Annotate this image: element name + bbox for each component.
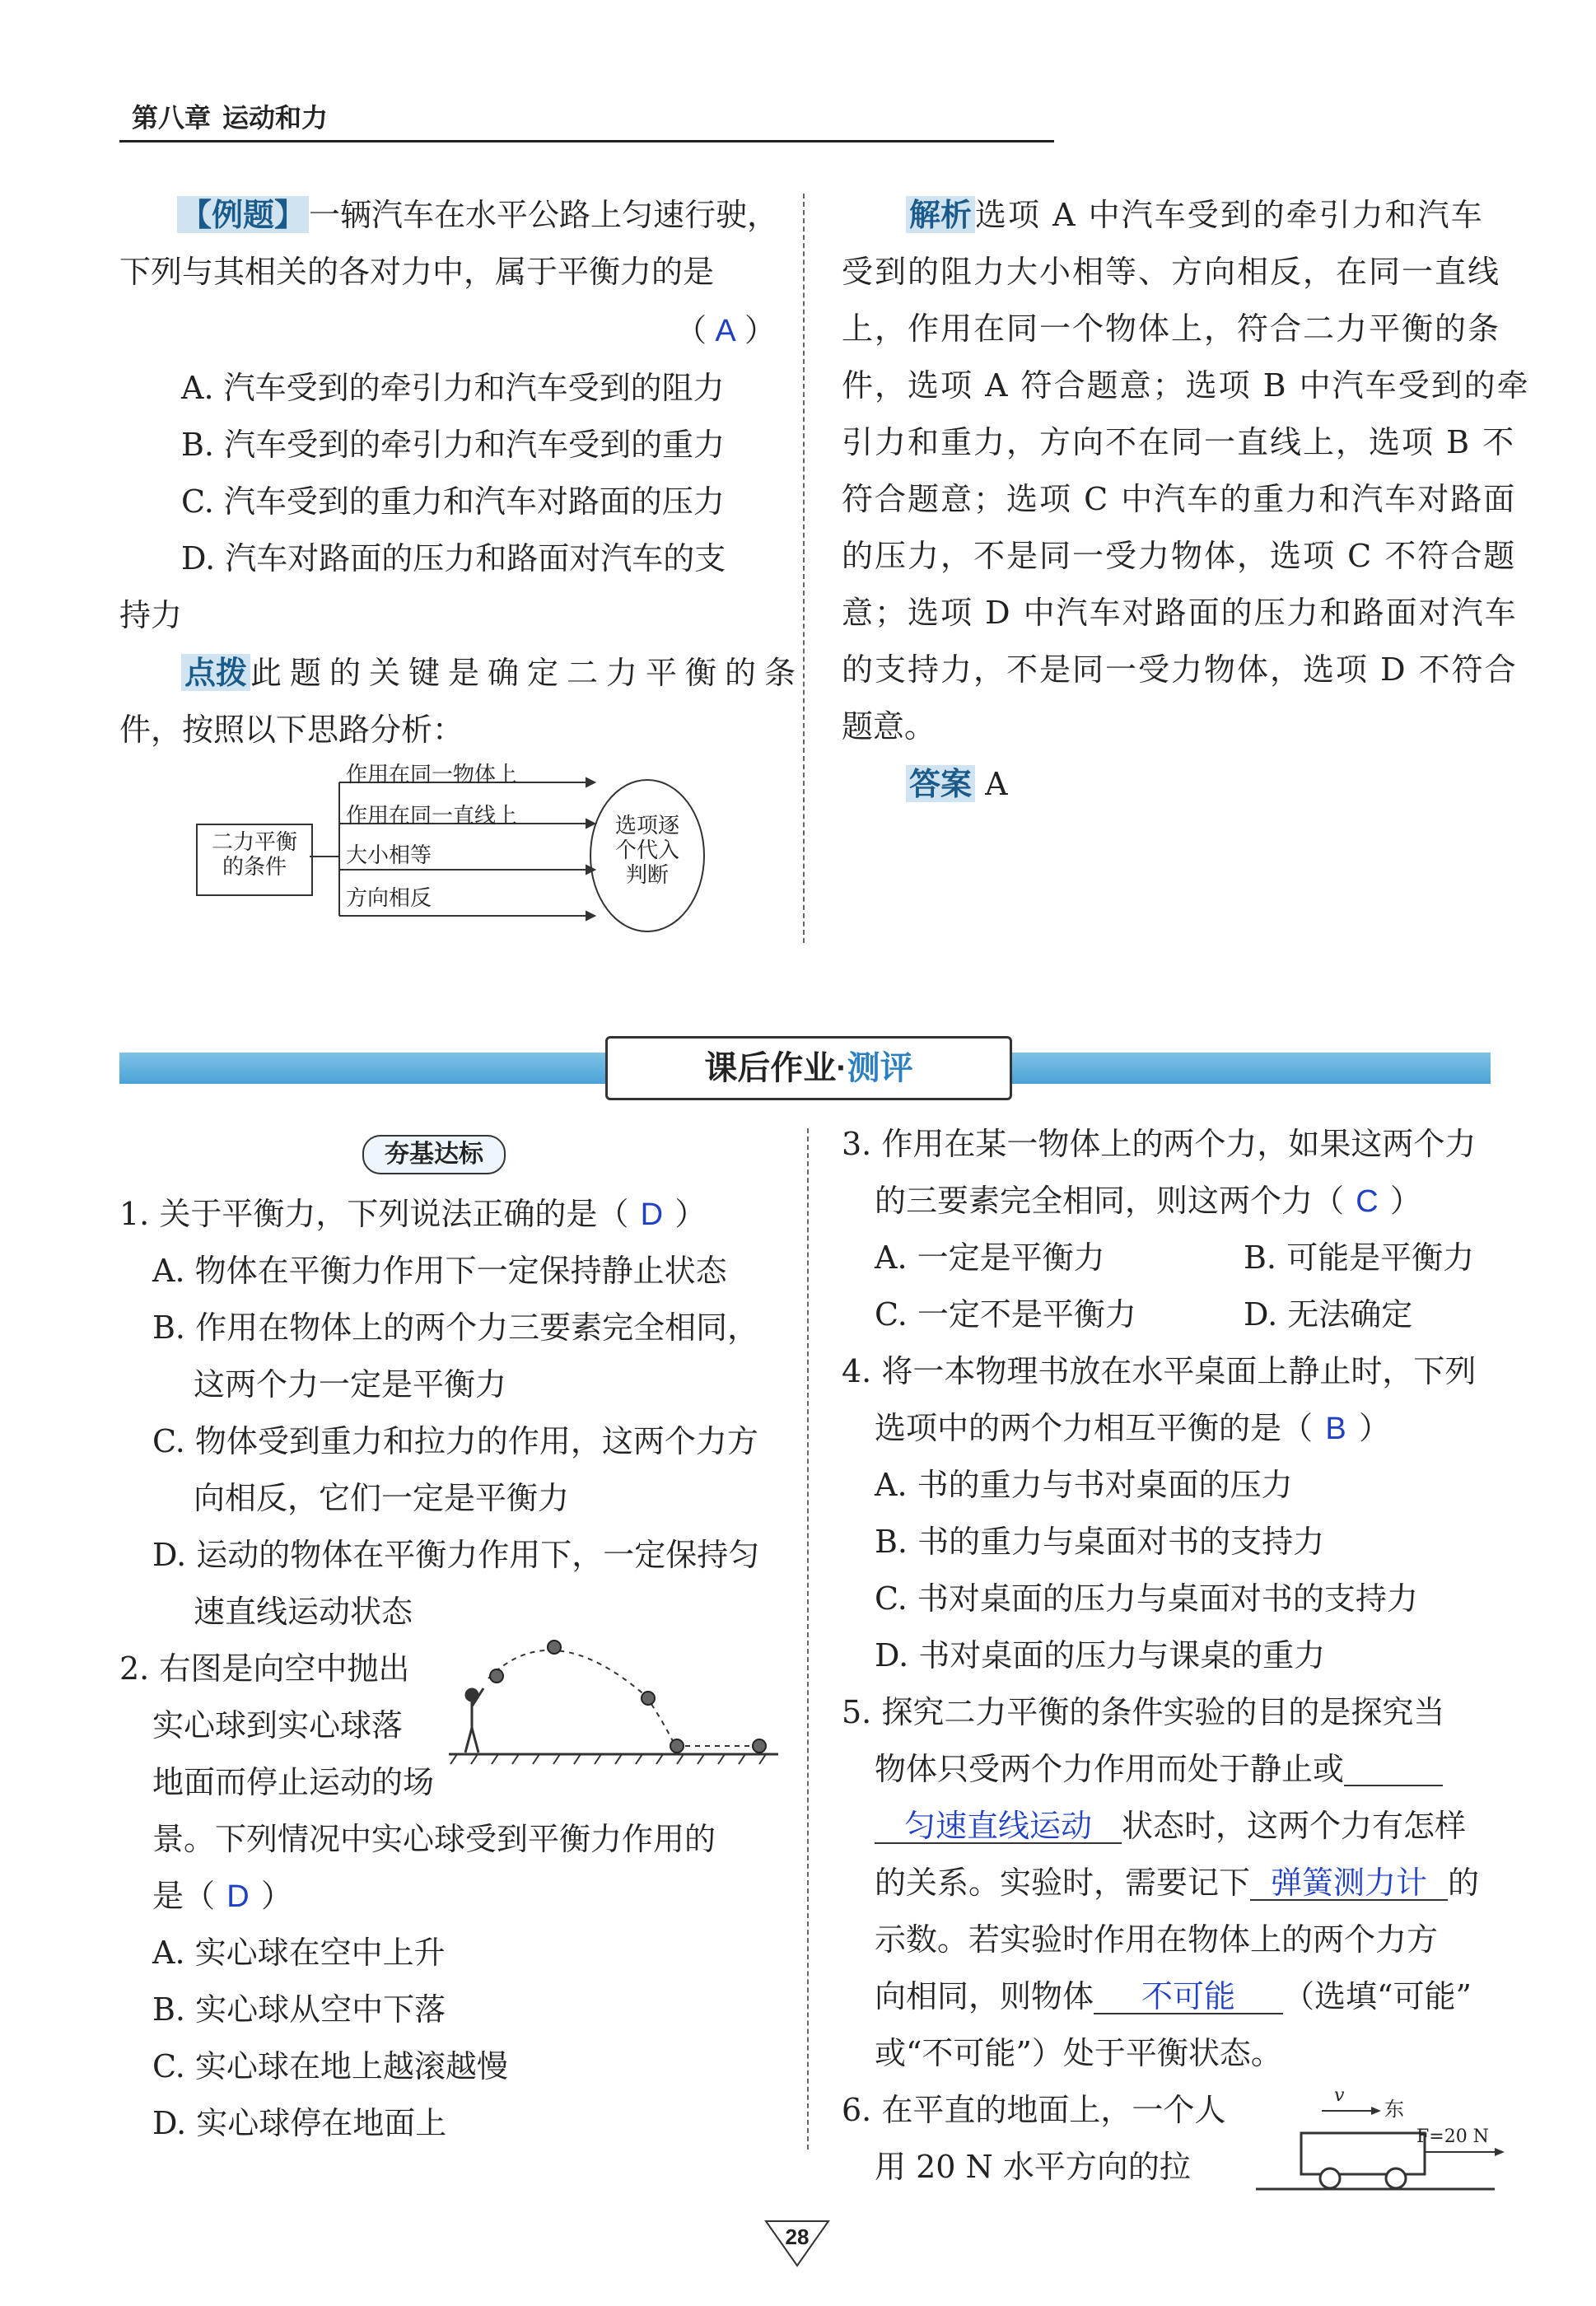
diagram-left-box: 二力平衡 的条件	[196, 824, 313, 896]
q6-cart-figure	[1248, 2080, 1511, 2195]
analysis-line3: 上，作用在同一个物体上，符合二力平衡的条	[842, 310, 1501, 347]
analysis-answer: 答案 A	[906, 768, 1008, 800]
analysis-line7: 的压力，不是同一受力物体，选项 C 不符合题	[842, 538, 1517, 574]
q5-line5: 示数。若实验时作用在物体上的两个力方	[875, 1921, 1439, 1958]
page-number: 28	[785, 2224, 810, 2249]
example-tag: 【例题】	[177, 196, 309, 233]
section-banner-title: 课后作业·测评	[605, 1036, 1012, 1100]
q6-line1: 6. 在平直的地面上，一个人	[842, 2092, 1226, 2128]
q2-option-a: A. 实心球在空中上升	[152, 1935, 446, 1971]
q1-option-c-cont: 向相反，它们一定是平衡力	[194, 1480, 570, 1516]
analysis-line9: 的支持力，不是同一受力物体，选项 D 不符合	[842, 651, 1518, 688]
hint-tag: 点拨	[181, 654, 250, 691]
q4-option-c: C. 书对桌面的压力与桌面对书的支持力	[875, 1580, 1418, 1617]
q1-option-c: C. 物体受到重力和拉力的作用，这两个力方	[152, 1423, 758, 1459]
section-subtitle: 夯基达标	[362, 1135, 506, 1174]
chapter-number: 第八章	[132, 103, 212, 133]
direction-label: 东	[1384, 2098, 1404, 2121]
analysis-tag: 解析	[906, 196, 975, 233]
q3-option-c: C. 一定不是平衡力	[875, 1296, 1136, 1333]
column-divider-top	[803, 194, 805, 943]
q5-line6: 向相同，则物体 不可能 （选填“可能”	[875, 1978, 1472, 2014]
diagram-cond-4: 方向相反	[346, 886, 432, 911]
analysis-line4: 件，选项 A 符合题意；选项 B 中汽车受到的牵	[842, 367, 1530, 404]
q1-option-b-cont: 这两个力一定是平衡力	[194, 1366, 507, 1403]
q1-option-d-cont: 速直线运动状态	[194, 1594, 413, 1630]
column-divider-bottom	[807, 1128, 809, 2150]
chapter-header	[132, 97, 328, 135]
q4-option-d: D. 书对桌面的压力与课桌的重力	[875, 1637, 1326, 1673]
example-option-a: A. 汽车受到的牵引力和汽车受到的阻力	[181, 370, 725, 406]
example-option-c: C. 汽车受到的重力和汽车对路面的压力	[181, 483, 725, 520]
analysis-line5: 引力和重力，方向不在同一直线上，选项 B 不	[842, 424, 1516, 460]
q2-line3: 地面而停止运动的场	[152, 1764, 435, 1800]
header-rule	[119, 140, 1054, 142]
q5-blank1: 匀速直线运动	[875, 1811, 1122, 1844]
q4-option-a: A. 书的重力与书对桌面的压力	[875, 1467, 1293, 1503]
analysis-line2: 受到的阻力大小相等、方向相反，在同一直线	[842, 254, 1501, 290]
hint-line1: 点拨 此题的关键是确定二力平衡的条	[181, 657, 804, 689]
diagram-cond-1: 作用在同一物体上	[346, 763, 518, 787]
q3-option-a: A. 一定是平衡力	[875, 1239, 1105, 1276]
q2-option-d: D. 实心球停在地面上	[152, 2105, 447, 2141]
q3-option-d: D. 无法确定	[1244, 1296, 1413, 1333]
q2-line4: 景。下列情况中实心球受到平衡力作用的	[152, 1821, 716, 1857]
force-label: F=20 N	[1416, 2126, 1489, 2147]
q1-option-b: B. 作用在物体上的两个力三要素完全相同，	[152, 1309, 759, 1346]
example-answer: （ A ）	[675, 312, 777, 348]
q2-line5: 是（ D ）	[152, 1878, 293, 1914]
example-option-d-cont: 持力	[119, 597, 183, 633]
q3-line1: 3. 作用在某一物体上的两个力，如果这两个力	[842, 1126, 1477, 1162]
hint-line2: 件，按照以下思路分析：	[119, 712, 464, 748]
q2-line1: 2. 右图是向空中抛出	[119, 1650, 410, 1687]
q3-answer: C	[1356, 1184, 1379, 1219]
example-option-b: B. 汽车受到的牵引力和汽车受到的重力	[181, 427, 726, 463]
q2-option-b: B. 实心球从空中下落	[152, 1991, 446, 2028]
q5-line7: 或“不可能”）处于平衡状态。	[875, 2035, 1282, 2071]
q5-line3: 匀速直线运动 状态时，这两个力有怎样	[875, 1810, 1466, 1844]
analysis-line8: 意；选项 D 中汽车对路面的压力和路面对汽车	[842, 595, 1518, 631]
q1-answer: D	[640, 1197, 664, 1232]
diagram-cond-3: 大小相等	[346, 843, 432, 868]
diagram-cond-2: 作用在同一直线上	[346, 804, 518, 829]
answer-tag: 答案	[906, 765, 975, 802]
q5-line2: 物体只受两个力作用而处于静止或	[875, 1753, 1443, 1786]
q3-line2: 的三要素完全相同，则这两个力（ C ）	[875, 1183, 1422, 1219]
q4-line2: 选项中的两个力相互平衡的是（ B ）	[875, 1410, 1391, 1446]
example-option-d: D. 汽车对路面的压力和路面对汽车的支	[181, 540, 726, 576]
example-answer-value: A	[715, 314, 736, 348]
q4-option-b: B. 书的重力与桌面对书的支持力	[875, 1524, 1325, 1560]
q2-answer: D	[226, 1879, 250, 1914]
q2-option-c: C. 实心球在地上越滚越慢	[152, 2048, 508, 2084]
q2-line2: 实心球到实心球落	[152, 1707, 404, 1744]
analysis-line6: 符合题意；选项 C 中汽车的重力和汽车对路面	[842, 481, 1517, 517]
q5-blank3: 不可能	[1094, 1982, 1283, 2014]
example-line1: 【例题】 一辆汽车在水平公路上匀速行驶，	[177, 199, 778, 231]
q1-stem: 1. 关于平衡力，下列说法正确的是（ D ）	[119, 1196, 707, 1232]
q1-option-d: D. 运动的物体在平衡力作用下，一定保持匀	[152, 1537, 760, 1573]
velocity-label: v	[1334, 2085, 1345, 2106]
analysis-line1: 解析 选项 A 中汽车受到的牵引力和汽车	[906, 199, 1484, 231]
q5-blank2: 弹簧测力计	[1250, 1868, 1448, 1901]
q5-line4: 的关系。实验时，需要记下 弹簧测力计 的	[875, 1865, 1480, 1901]
q3-option-b: B. 可能是平衡力	[1244, 1239, 1475, 1276]
q4-line1: 4. 将一本物理书放在水平桌面上静止时，下列	[842, 1353, 1477, 1389]
example-line2: 下列与其相关的各对力中，属于平衡力的是	[119, 254, 715, 290]
analysis-line10: 题意。	[842, 708, 936, 745]
person	[465, 1688, 483, 1753]
q6-line2: 用 20 N 水平方向的拉	[875, 2149, 1191, 2185]
q5-line1: 5. 探究二力平衡的条件实验的目的是探究当	[842, 1694, 1445, 1730]
q2-ball-throw-figure	[441, 1631, 786, 1771]
q1-option-a: A. 物体在平衡力作用下一定保持静止状态	[152, 1253, 727, 1289]
chapter-title: 运动和力	[222, 103, 329, 133]
q4-answer: B	[1325, 1412, 1346, 1446]
diagram-right-ellipse: 选项逐 个代入 判断	[590, 779, 705, 932]
